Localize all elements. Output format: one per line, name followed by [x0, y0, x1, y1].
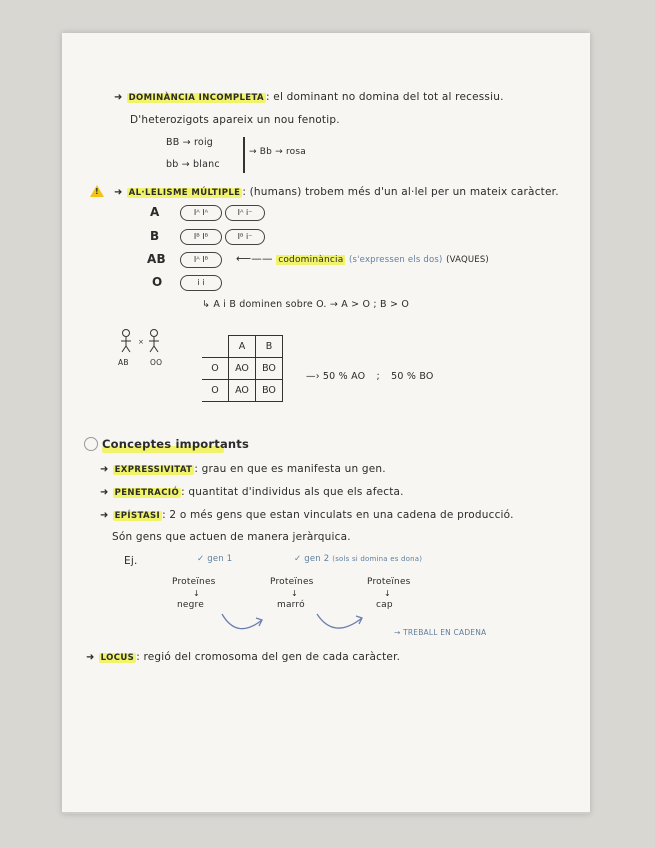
result-bo: 50 % BO [391, 371, 434, 382]
arrow-icon: ➜ [100, 510, 109, 521]
locus-term: LOCUS [100, 653, 135, 663]
gen2-text: gen 2 [304, 554, 330, 564]
gen2-note: (sols si domina es dona) [332, 555, 423, 563]
bb-red: BB → roig [166, 137, 214, 148]
notebook-page [62, 33, 590, 814]
group-label-o: O [152, 275, 163, 289]
gen2-label: ✓ gen 2 (sols si domina es dona) [294, 554, 423, 564]
down-arrow-icon: ↓ [384, 589, 391, 598]
genotype-oval: Iᴬ i⁻ [225, 205, 265, 221]
section-title: Conceptes importants [102, 437, 250, 451]
chain-bottom-2: marró [277, 600, 305, 610]
locus-def: : regió del cromosoma del gen de cada caràcter. [136, 651, 401, 663]
chain-bottom-1: negre [177, 600, 204, 610]
group-label-ab: AB [147, 252, 166, 266]
penetracio-line [100, 486, 404, 498]
dominance-note-line [202, 299, 409, 310]
parent2-label: OO [150, 358, 163, 367]
punnett-row-header: O [202, 380, 229, 402]
chain-top-2: Proteïnes [270, 577, 314, 587]
arrow-icon: ➜ [114, 187, 123, 198]
penetracio-def: : quantitat d'individus als que els afecta. [181, 486, 404, 498]
arrow-icon: ➜ [114, 92, 123, 103]
punnett-cell: BO [256, 380, 283, 402]
locus-line [86, 651, 400, 663]
codominance-term: codominància [278, 255, 344, 265]
arrow-icon: ➜ [100, 487, 109, 498]
down-arrow-icon: ↓ [291, 589, 298, 598]
punnett-cell: AO [229, 358, 256, 380]
expressivitat-line [100, 463, 386, 475]
arrow-icon: ➜ [100, 464, 109, 475]
punnett-col-header: B [256, 336, 283, 358]
svg-text:×: × [138, 338, 144, 346]
genotype-oval: Iᴮ Iᴮ [180, 229, 222, 245]
genotype-oval: i i [180, 275, 222, 291]
epistasi-line [100, 509, 514, 521]
heterozygote-line: D'heterozigots apareix un nou fenotip. [130, 114, 340, 126]
chain-top-3: Proteïnes [367, 577, 411, 587]
long-arrow-icon: ⟵—— [236, 253, 273, 265]
multiple-alleles-desc: : (humans) trobem més d'un al·lel per un mateix caràcter. [242, 186, 559, 198]
punnett-col-header: A [229, 336, 256, 358]
corner-arrow-icon: ↳ [202, 299, 214, 310]
group-label-b: B [150, 229, 160, 243]
dominance-note: A i B dominen sobre O. [213, 299, 327, 310]
punnett-row-header: O [202, 358, 229, 380]
epistasi-def: : 2 o més gens que estan vinculats en una cadena de producció. [162, 509, 514, 521]
multiple-alleles-line [114, 186, 559, 198]
example-label: Ej. [124, 555, 138, 567]
genotype-oval: Iᴬ Iᴬ [180, 205, 222, 221]
warning-mark: ! [95, 187, 99, 196]
gen1-label: ✓ gen 1 [197, 554, 233, 564]
penetracio-term: PENETRACIÓ [114, 488, 180, 498]
chain-note: → TREBALL EN CADENA [394, 628, 487, 637]
arrow-icon: ➜ [86, 652, 95, 663]
arrow-icon: —› [306, 371, 323, 382]
dominance-relation: → A > O ; B > O [329, 299, 410, 310]
chain-arrows-icon [212, 608, 392, 648]
epistasi-line2: Són gens que actuen de manera jeràrquica. [112, 531, 351, 543]
result-separator: ; [376, 371, 380, 382]
punnett-cell: AO [229, 380, 256, 402]
result-ao: 50 % AO [322, 371, 366, 382]
chain-bottom-3: cap [376, 600, 393, 610]
group-label-a: A [150, 205, 160, 219]
punnett-cell: BO [256, 358, 283, 380]
bb-white: bb → blanc [166, 159, 220, 170]
punnett-corner [202, 336, 229, 358]
page-bottom-edge [62, 812, 590, 814]
codominance-line [236, 253, 489, 265]
incomplete-dominance-line [114, 91, 504, 103]
expressivitat-def: : grau en que es manifesta un gen. [194, 463, 386, 475]
stick-figures-icon [116, 329, 176, 359]
codominance-extra: (VAQUES) [446, 255, 489, 265]
genotype-oval: Iᴮ i⁻ [225, 229, 265, 245]
circle-bullet-icon [84, 437, 98, 451]
incomplete-dominance-heading: DOMINÀNCIA INCOMPLETA [128, 93, 265, 103]
incomplete-dominance-desc: : el dominant no domina del tot al recessiu. [266, 91, 504, 103]
cross-result-line [306, 371, 434, 382]
chain-top-1: Proteïnes [172, 577, 216, 587]
pink-result: → Bb → rosa [249, 147, 306, 157]
expressivitat-term: EXPRESSIVITAT [114, 465, 193, 475]
down-arrow-icon: ↓ [193, 589, 200, 598]
parent1-label: AB [118, 358, 129, 367]
gen1-text: gen 1 [207, 554, 233, 564]
brace-line [243, 137, 245, 173]
genotype-oval: Iᴬ Iᴮ [180, 252, 222, 268]
multiple-alleles-heading: AL·LELISME MÚLTIPLE [128, 188, 241, 198]
codominance-note: (s'expressen els dos) [348, 255, 443, 265]
punnett-square [202, 335, 283, 402]
epistasi-term: EPÍSTASI [114, 511, 161, 521]
